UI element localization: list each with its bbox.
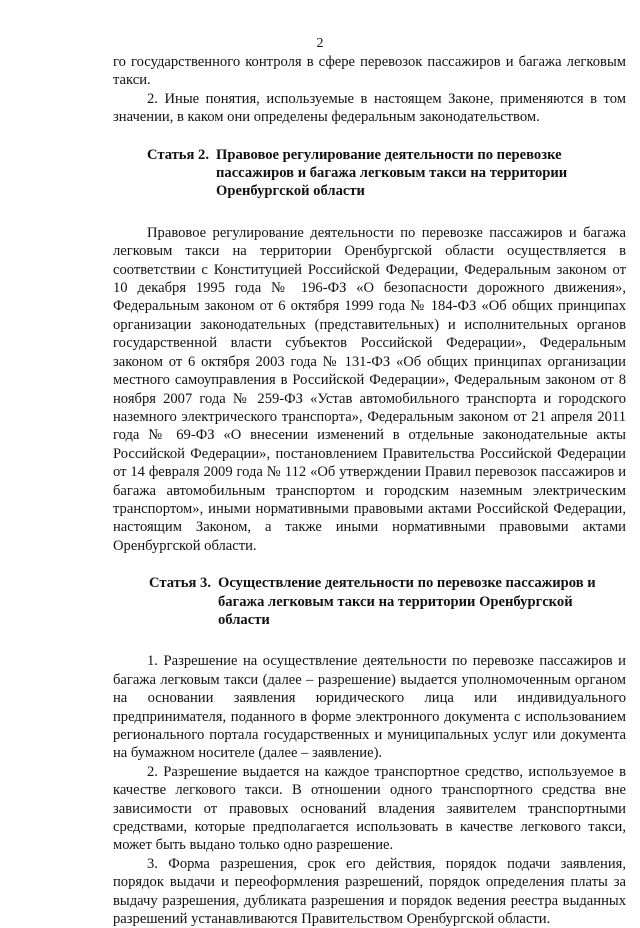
paragraph-definitions: 2. Иные понятия, используемые в настоящем Законе, применяются в том значении, в каком они определены федеральным законодательством. bbox=[113, 90, 626, 126]
page-number: 2 bbox=[316, 36, 324, 51]
article-3-title: Осуществление деятельности по перевозке пассажиров и багажа легковым такси на территории Оренбургской области bbox=[218, 575, 596, 628]
paragraph-continuation: го государственного контроля в сфере перевозок пассажиров и багажа легковым такси. bbox=[113, 54, 626, 89]
article-2-text: Правовое регулирование деятельности по перевозке пассажиров и багажа легковым такси на территории Оренбургской области осуществляется в соответствии с Конституцией Российской Федерации, Федеральным законом от 10 декабря 1995 года № 196-ФЗ «О безопасности дорожного движения», Федеральным законом от 6 октября 1999 года № 184-ФЗ «Об общих принципах организации законодательных (представительных) и исполнительных органов государственной власти субъектов Российской Федерации», Федеральным законом от 6 октября 2003 года № 131-ФЗ «Об общих принципах организации местного самоуправления в Российской Федерации», Федеральным законом от 8 ноября 2007 года № 259-ФЗ «Устав автомобильного транспорта и городского наземного электрического транспорта», Федеральным законом от 21 апреля 2011 года № 69-ФЗ «О внесении изменений в отдельные законодательные акты Российской Федерации», постановлением Правительства Российской Федерации от 14 февраля 2009 года № 112 «Об утверждении Правил перевозок пассажиров и багажа автомобильным транспортом и городским наземным электрическим транспортом», иными нормативными правовыми актами Российской Федерации, настоящим Законом, а также иными нормативными правовыми актами Оренбургской области. bbox=[113, 224, 626, 554]
article-2-heading bbox=[147, 146, 626, 201]
article-3-paragraph-3: 3. Форма разрешения, срок его действия, порядок подачи заявления, порядок выдачи и переоформления разрешений, порядок определения платы за выдачу разрешения, дубликата разрешения и порядок ведения реестра выданных разрешений устанавливаются Правительством Оренбургской области. bbox=[113, 855, 626, 928]
article-2-title: Правовое регулирование деятельности по перевозке пассажиров и багажа легковым такси на территории Оренбургской области bbox=[216, 146, 568, 200]
article-3-paragraph-1: 1. Разрешение на осуществление деятельности по перевозке пассажиров и багажа легковым такси (далее – разрешение) выдается уполномоченным органом на основании заявления юридического лица или индивидуального предпринимателя, поданного в форме электронного документа с использованием регионального портала государственных и муниципальных услуг или документа на бумажном носителе (далее – заявление). bbox=[113, 653, 626, 762]
article-2-label: Статья 2. bbox=[147, 146, 209, 163]
article-3-label: Статья 3. bbox=[149, 575, 211, 592]
article-3-heading bbox=[149, 574, 626, 629]
document-body bbox=[113, 53, 626, 928]
article-3-paragraph-2: 2. Разрешение выдается на каждое транспортное средство, используемое в качестве легкового такси. В отношении одного транспортного средства вне зависимости от правовых оснований владения заявителем транспортными средствами, которые предполагается использовать в качестве легкового такси, может быть выдано только одно разрешение. bbox=[113, 763, 626, 854]
